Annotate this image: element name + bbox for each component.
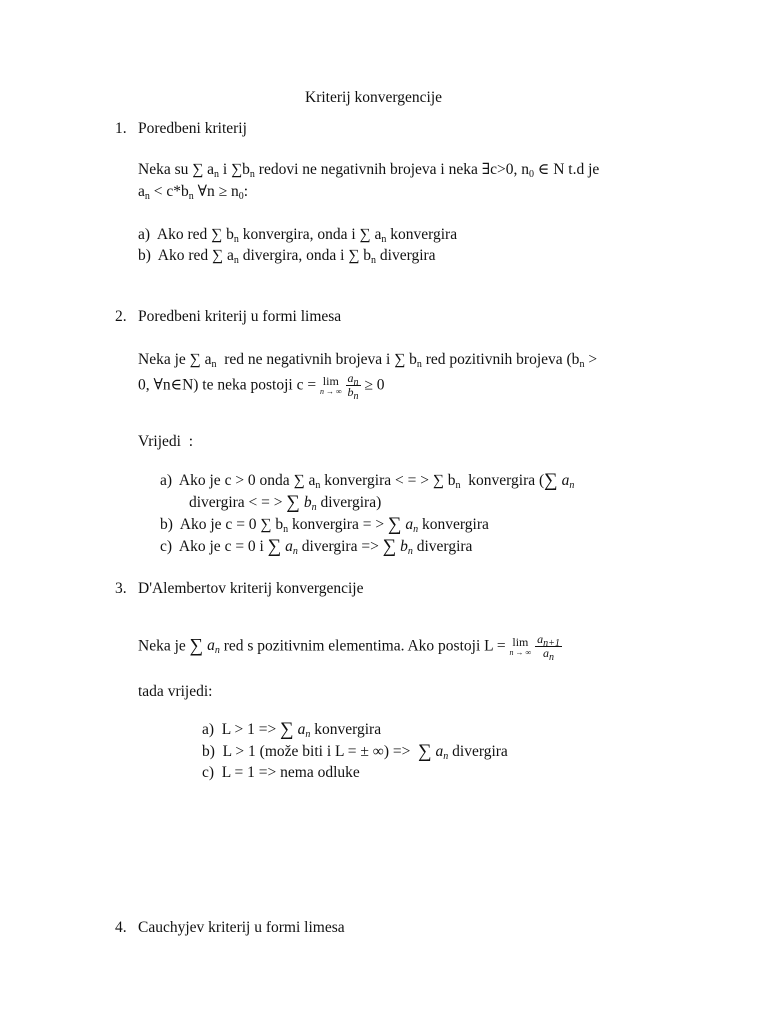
section-1-item-b: b) Ako red ∑ $a_n$ divergira, onda i ∑ $b_n$ divergira	[138, 247, 436, 266]
section-2-vrijedi: Vrijedi :	[138, 433, 194, 450]
section-3-number: 3.	[115, 580, 127, 597]
section-2-item-c: c) Ako je c = 0 i ∑ $a_n$ divergira => ∑ $b_n$ divergira	[160, 536, 473, 557]
section-1-intro-line-2: $a_n < c*b_n$ ∀n ≥ $n_0$:	[138, 183, 249, 202]
section-2-intro-line-1: Neka je ∑ $a_n$ red ne negativnih brojeva i ∑ $b_n$ red pozitivnih brojeva ($b_n$ >	[138, 351, 598, 370]
section-3-intro: Neka je ∑ $a_n$ red s pozitivnim elementima. Ako postoji L = lim n → ∞ $\frac{a_{n+1}}{a_n}$	[138, 632, 560, 664]
section-2-heading: Poredbeni kriterij u formi limesa	[138, 308, 342, 325]
section-2-item-a-line-2: divergira < = > ∑ $b_n$ divergira)	[189, 492, 382, 513]
section-1-intro-line-1: Neka su ∑ $a_n$ i $\sum b_n$ redovi ne negativnih brojeva i neka ∃c>0, $n_0$ ∈ N t.d je	[138, 161, 600, 180]
section-4-heading: Cauchyjev kriterij u formi limesa	[138, 919, 345, 936]
section-3-tada-vrijedi: tada vrijedi:	[138, 683, 213, 700]
section-1-item-a: a) Ako red ∑ $b_n$ konvergira, onda i ∑ $a_n$ konvergira	[138, 226, 458, 245]
page-title: Kriterij konvergencije	[305, 89, 443, 106]
section-3-item-b: b) L > 1 (može biti i L = ± ∞) => ∑ $a_n$ divergira	[202, 741, 508, 762]
section-2-intro-line-2: 0, ∀n∈N) te neka postoji c = lim n → ∞ $\frac{a_n}{b_n}$ ≥ 0	[138, 371, 385, 403]
section-3-heading: D'Alembertov kriterij konvergencije	[138, 580, 364, 597]
section-2-item-a-line-1: a) Ako je c > 0 onda ∑ $a_n$ konvergira < = > ∑ $b_n$ konvergira (∑ $a_n$	[160, 470, 575, 491]
section-4-number: 4.	[115, 919, 127, 936]
section-1-number: 1.	[115, 120, 127, 137]
section-1-heading: Poredbeni kriterij	[138, 120, 247, 137]
section-3-item-a: a) L > 1 => ∑ $a_n$ konvergira	[202, 719, 382, 740]
section-3-item-c: c) L = 1 => nema odluke	[202, 764, 360, 781]
section-2-item-b: b) Ako je c = 0 ∑ $b_n$ konvergira = > ∑ $a_n$ konvergira	[160, 514, 489, 535]
section-2-number: 2.	[115, 308, 127, 325]
